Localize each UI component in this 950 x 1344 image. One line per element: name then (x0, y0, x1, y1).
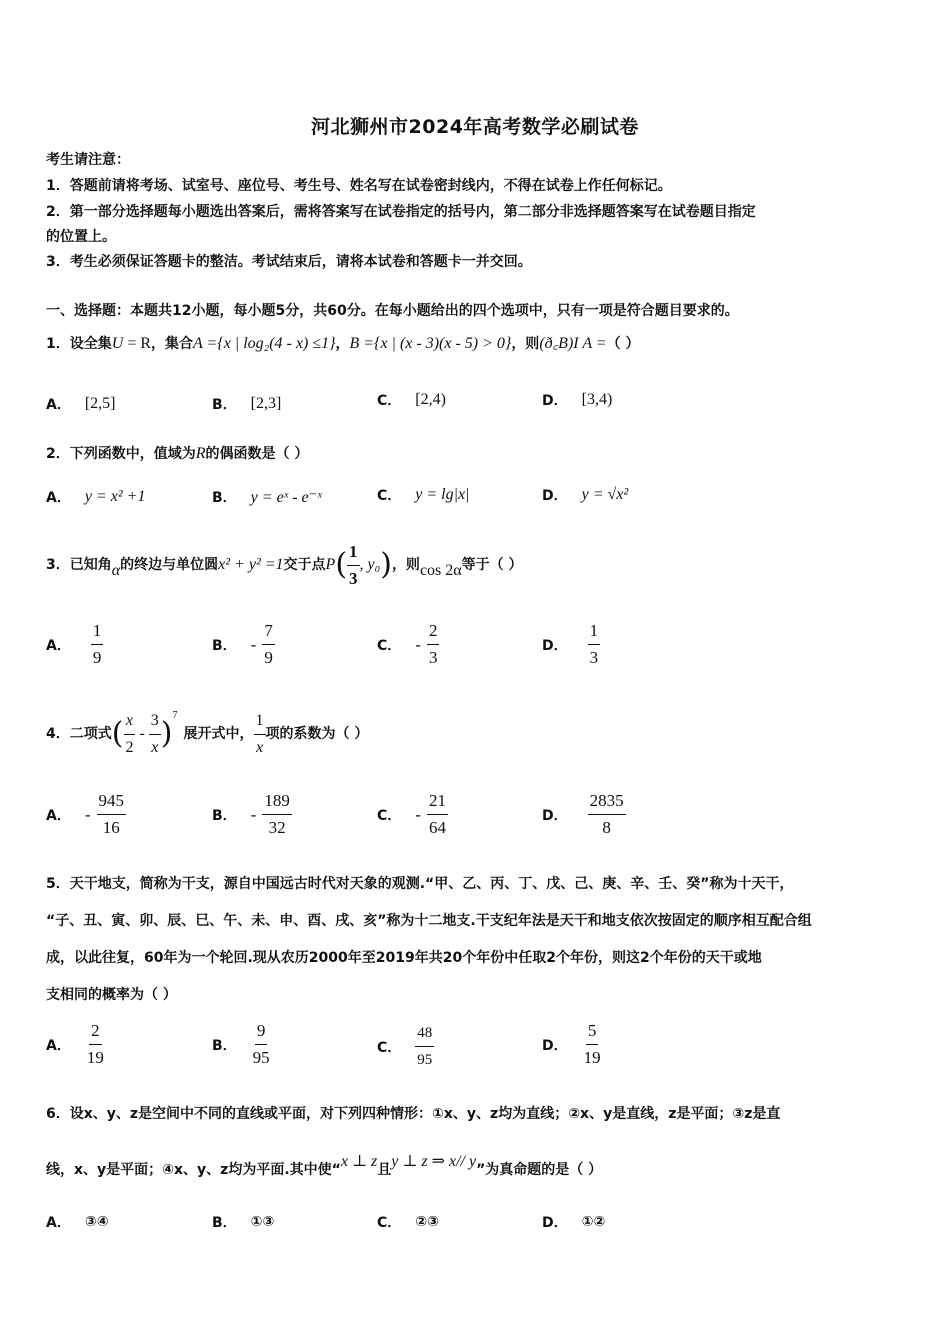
q3-cos: cos 2α (419, 562, 462, 579)
q4-option-c (377, 790, 448, 839)
q1-option-d (542, 390, 612, 410)
option-label: C． (377, 1215, 402, 1231)
option-label: A． (46, 807, 71, 824)
q3-option-b (212, 620, 275, 669)
option-den: 64 (428, 818, 446, 837)
question-3 (46, 540, 523, 590)
q1-text-2: ，集合 (151, 336, 194, 352)
notice-item-3: 3．考生必须保证答题卡的整洁。考试结束后，请将本试卷和答题卡一并交回。 (46, 254, 532, 270)
question-2 (46, 444, 308, 464)
q5-line-2: “子、丑、寅、卯、辰、巳、午、未、申、酉、戌、亥”称为十二地支.干支纪年法是天干和地支依次按固定的顺序相互配合组 (46, 913, 812, 929)
q3-text-1: 3．已知角 (46, 557, 112, 573)
q3-circle: x² + y² =1 (218, 556, 284, 573)
q1-set-a: A ={x | log₂(4 - x) ≤1} (193, 335, 336, 352)
option-fraction (251, 1020, 272, 1069)
q6-line-2 (46, 1153, 603, 1180)
option-value: [2,5] (84, 395, 116, 412)
q4-minus: - (139, 725, 145, 742)
option-value: y = eˣ - e⁻ˣ (250, 489, 322, 506)
option-label: C． (377, 807, 402, 824)
q3-text-2: 的终边与单位圆 (120, 557, 219, 573)
q3-text-4: ，则 (391, 557, 420, 573)
q1-universal-eq: = R (123, 335, 152, 352)
q5-line-4: 支相同的概率为（ ） (46, 987, 177, 1003)
option-value: ①③ (250, 1214, 275, 1230)
q3-point-p: P (325, 556, 336, 573)
q3-option-d (542, 620, 600, 669)
option-label: A． (46, 1215, 71, 1231)
option-fraction (262, 790, 292, 839)
q6-and: 且 (377, 1162, 392, 1178)
q3-option-c (377, 620, 439, 669)
q5-line-3: 成，以此往复，60年为一个轮回.现从农历2000年至2019年共20个年份中任取2个年份，则这2个年份的天干或地 (46, 950, 762, 966)
option-fraction (91, 620, 104, 669)
q1-text-4: （ ） (606, 336, 640, 352)
q4-option-b (212, 790, 292, 839)
option-sign: - (250, 634, 257, 654)
option-value: [2,4) (415, 391, 446, 408)
option-label: D． (542, 1215, 568, 1231)
option-den: 8 (602, 818, 611, 837)
q2-option-b (212, 487, 322, 507)
option-den: 19 (583, 1048, 601, 1067)
option-label: D． (542, 807, 568, 824)
q5-option-c (377, 1022, 434, 1071)
option-num: 9 (255, 1020, 268, 1045)
option-num: 5 (586, 1020, 599, 1045)
section-heading: 一、选择题：本题共12小题，每小题5分，共60分。在每小题给出的四个选项中，只有一项是符合题目要求的。 (46, 303, 739, 319)
q3-alpha: α (111, 562, 121, 579)
q2-text-1: 2．下列函数中，值域为 (46, 446, 196, 462)
option-label: C． (377, 637, 402, 654)
q4-paren-close: ) (160, 716, 173, 751)
q4-frac-den: 2 (125, 738, 134, 756)
q2-r: R (195, 445, 206, 462)
q4-option-d (542, 790, 626, 839)
option-den: 9 (92, 648, 102, 667)
option-value: y = lg|x| (415, 486, 470, 503)
notice-item-2: 2．第一部分选择题每小题选出答案后，需将答案写在试卷指定的括号内，第二部分非选择题答案写在试卷题目指定 (46, 204, 756, 220)
q3-paren-close: ) (380, 547, 392, 582)
option-num: 2 (427, 620, 440, 645)
option-label: A． (46, 490, 71, 506)
option-fraction (415, 1022, 434, 1071)
option-label: D． (542, 637, 568, 654)
option-num: 1 (91, 620, 104, 645)
option-label: D． (542, 488, 568, 504)
q1-text-1: 1．设全集 (46, 336, 112, 352)
q1-universal-set: U (111, 335, 124, 352)
q3-frac-den: 3 (349, 568, 358, 588)
q4-paren-open: ( (111, 716, 124, 751)
q1-option-b (212, 394, 281, 414)
q3-y0: , y₀ (359, 556, 381, 573)
q4-text-3: 项的系数为（ ） (265, 726, 369, 742)
option-value: y = √x² (581, 486, 629, 503)
option-fraction (97, 790, 127, 839)
q6-condition-1: x ⊥ z (340, 1153, 378, 1170)
option-fraction (582, 1020, 603, 1069)
q1-set-b: B ={x | (x - 3)(x - 5) > 0} (349, 335, 512, 352)
q4-frac-den: x (255, 738, 264, 756)
option-label: A． (46, 1037, 71, 1054)
q6-text-1: 线，x、y是平面；④x、y、z均为平面.其中使“ (46, 1162, 341, 1178)
q3-option-a (46, 620, 103, 669)
q4-frac-num: 1 (254, 710, 266, 735)
q6-text-2: ”为真命题的是（ ） (476, 1162, 603, 1178)
option-den: 32 (268, 818, 286, 837)
q3-text-3: 交于点 (283, 557, 326, 573)
q6-option-d (542, 1212, 605, 1232)
option-num: 945 (97, 790, 127, 815)
q2-option-c (377, 485, 470, 505)
option-num: 7 (262, 620, 275, 645)
q4-frac-3x (149, 710, 161, 759)
q5-option-a (46, 1020, 106, 1069)
option-value: [3,4) (581, 391, 613, 408)
option-label: B． (212, 490, 237, 506)
q1-option-a (46, 394, 116, 414)
question-1 (46, 334, 639, 354)
q4-text-2: 展开式中， (183, 726, 254, 742)
option-num: 189 (262, 790, 292, 815)
q5-line-1: 5．天干地支，简称为干支，源自中国远古时代对天象的观测.“甲、乙、丙、丁、戊、己、庚、辛、壬、癸”称为十天干， (46, 876, 794, 892)
option-den: 3 (428, 648, 438, 667)
q3-text-5: 等于（ ） (461, 557, 523, 573)
q3-paren-open: ( (335, 547, 348, 582)
q6-line-1: 6．设x、y、z是空间中不同的直线或平面，对下列四种情形：①x、y、z均为直线；②x、y是直线，z是平面；③z是直 (46, 1106, 781, 1122)
q4-frac-den: x (151, 738, 159, 756)
q1-option-c (377, 390, 446, 410)
option-sign: - (415, 634, 421, 654)
q4-option-a (46, 790, 126, 839)
option-fraction (588, 790, 626, 839)
option-fraction (427, 790, 448, 839)
option-den: 95 (417, 1052, 433, 1068)
page-title: 河北狮州市2024年高考数学必刷试卷 (311, 116, 639, 138)
q4-exponent: 7 (172, 710, 178, 721)
option-den: 19 (86, 1048, 104, 1067)
q4-frac-num: x (124, 710, 135, 735)
option-den: 16 (102, 818, 120, 837)
notice-item-2-cont: 的位置上。 (46, 229, 116, 245)
option-fraction (85, 1020, 106, 1069)
option-fraction (427, 620, 440, 669)
q5-option-b (212, 1020, 272, 1069)
option-value: y = x² +1 (84, 488, 146, 505)
q1-text-3: ，则 (511, 336, 540, 352)
option-num: 1 (588, 620, 601, 645)
option-label: D． (542, 393, 568, 409)
option-label: B． (212, 1037, 237, 1054)
q4-frac-x2 (123, 710, 135, 759)
option-label: D． (542, 1037, 568, 1054)
option-label: B． (212, 637, 237, 654)
option-sign: - (415, 804, 421, 824)
option-den: 95 (252, 1048, 270, 1067)
option-sign: - (250, 804, 257, 824)
option-num: 2 (89, 1020, 102, 1045)
q3-frac-num: 1 (347, 541, 360, 566)
q4-text-1: 4．二项式 (46, 726, 112, 742)
q1-comma: ， (335, 336, 350, 352)
option-label: C． (377, 1039, 402, 1056)
option-label: A． (46, 637, 71, 654)
option-sign: - (84, 804, 91, 824)
q3-point-fraction (347, 541, 360, 590)
option-label: B． (212, 1215, 237, 1231)
option-num: 21 (427, 790, 448, 815)
option-num: 48 (415, 1022, 434, 1047)
option-fraction (588, 620, 601, 669)
q2-option-a (46, 487, 145, 507)
option-fraction (262, 620, 275, 669)
notice-heading: 考生请注意： (46, 152, 130, 168)
q1-expression: (ð꜀B)I A = (539, 335, 607, 352)
question-4 (46, 706, 368, 762)
q4-frac-num: 3 (149, 710, 161, 735)
option-label: C． (377, 393, 402, 409)
option-den: 9 (264, 648, 273, 667)
q6-option-a (46, 1212, 109, 1232)
option-label: B． (212, 397, 237, 413)
q6-condition-2: y ⊥ z ⇒ x// y (391, 1153, 477, 1170)
option-label: C． (377, 488, 402, 504)
q5-option-d (542, 1020, 603, 1069)
option-label: A． (46, 397, 71, 413)
q6-option-c (377, 1212, 439, 1232)
option-value: ③④ (84, 1214, 109, 1230)
option-den: 3 (589, 648, 599, 667)
notice-item-1: 1．答题前请将考场、试室号、座位号、考生号、姓名写在试卷密封线内，不得在试卷上作任何标记。 (46, 178, 672, 194)
q2-option-d (542, 485, 628, 505)
q4-frac-1x (254, 710, 266, 759)
q6-option-b (212, 1212, 274, 1232)
option-label: B． (212, 807, 237, 824)
option-num: 2835 (588, 790, 626, 815)
option-value: ①② (581, 1214, 606, 1230)
option-value: [2,3] (250, 395, 282, 412)
option-value: ②③ (415, 1214, 439, 1230)
q2-text-2: 的偶函数是（ ） (205, 446, 309, 462)
